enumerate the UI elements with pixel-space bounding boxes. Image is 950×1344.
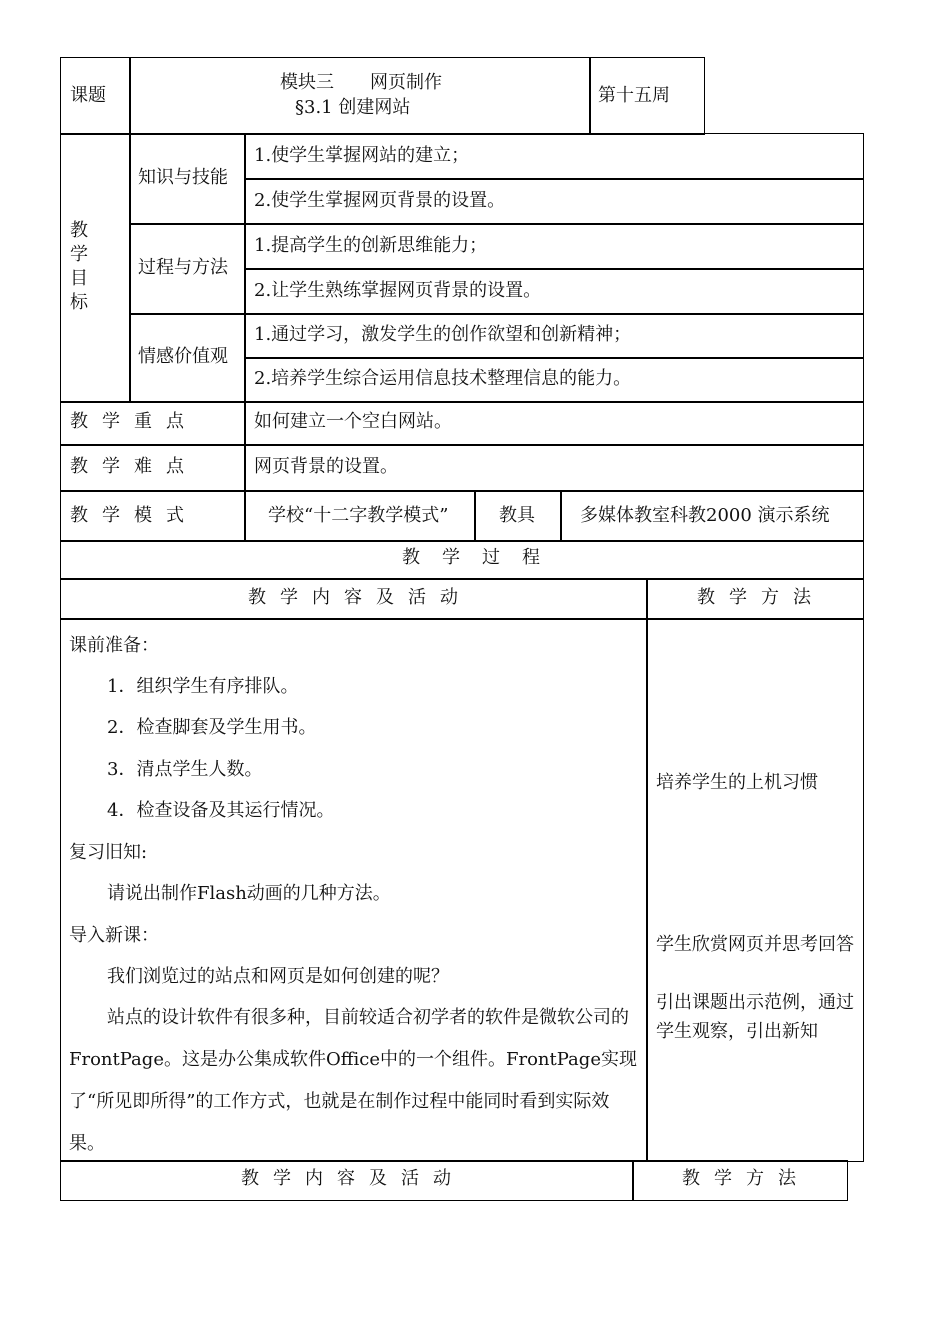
process-title: 教学过程	[402, 547, 562, 568]
footer-content-header: 教学内容及活动	[241, 1168, 465, 1189]
objective-item: 2.培养学生综合运用信息技术整理信息的能力。	[254, 368, 632, 389]
mode-label: 教学模式	[70, 505, 198, 526]
topic-title-cell	[129, 57, 591, 135]
topic-title-line1: 模块三 网页制作	[280, 72, 442, 93]
content-header: 教学内容及活动	[248, 587, 472, 608]
prep-item: 1．组织学生有序排队。	[107, 676, 299, 697]
method-body-cell	[646, 618, 864, 1162]
footer-method-header: 教学方法	[682, 1168, 810, 1189]
intro-question: 我们浏览过的站点和网页是如何创建的呢？	[107, 966, 449, 987]
review-text: 请说出制作Flash动画的几种方法。	[107, 883, 391, 904]
key-point-label: 教学重点	[70, 411, 198, 432]
objectives-label-3: 目	[70, 268, 88, 289]
difficulty-label: 教学难点	[70, 456, 198, 477]
objectives-label-4: 标	[70, 292, 88, 313]
method-header: 教学方法	[697, 587, 825, 608]
objective-item: 1.提高学生的创新思维能力；	[254, 235, 488, 256]
objective-item: 1.使学生掌握网站的建立；	[254, 145, 470, 166]
objective-item: 1.通过学习，激发学生的创作欲望和创新精神；	[254, 324, 632, 345]
objectives-label-1: 教	[70, 220, 88, 241]
topic-label: 课题	[70, 85, 106, 106]
mode-value: 学校“十二字教学模式”	[268, 505, 449, 526]
prep-title: 课前准备：	[69, 635, 159, 656]
tool-value: 多媒体教室科教2000 演示系统	[580, 505, 830, 526]
group-name-knowledge: 知识与技能	[138, 167, 228, 188]
review-title: 复习旧知:	[69, 842, 148, 863]
method-3: 引出课题出示范例，通过学生观察，引出新知	[656, 992, 854, 1042]
method-2: 学生欣赏网页并思考回答	[656, 934, 854, 955]
objectives-label-2: 学	[70, 244, 88, 265]
group-name-emotion: 情感价值观	[138, 346, 228, 367]
key-point-value: 如何建立一个空白网站。	[254, 411, 452, 432]
prep-item: 3．清点学生人数。	[107, 759, 263, 780]
intro-paragraph: 站点的设计软件有很多种，目前较适合初学者的软件是微软公司的FrontPage。这是办公集成软件Office中的一个组件。FrontPage实现了“所见即所得”的工作方式，也就是在制作过程中能同时看到实际效果。	[69, 1007, 637, 1154]
method-1: 培养学生的上机习惯	[656, 772, 818, 793]
prep-item: 4．检查设备及其运行情况。	[107, 800, 335, 821]
group-name-process: 过程与方法	[138, 257, 228, 278]
intro-title: 导入新课：	[69, 925, 159, 946]
objective-item: 2.让学生熟练掌握网页背景的设置。	[254, 280, 542, 301]
prep-item: 2．检查脚套及学生用书。	[107, 717, 317, 738]
week-text: 第十五周	[598, 85, 670, 106]
difficulty-value: 网页背景的设置。	[254, 456, 398, 477]
tool-label: 教具	[499, 505, 535, 526]
topic-title-line2: §3.1 创建网站	[295, 97, 411, 118]
objective-item: 2.使学生掌握网页背景的设置。	[254, 190, 506, 211]
